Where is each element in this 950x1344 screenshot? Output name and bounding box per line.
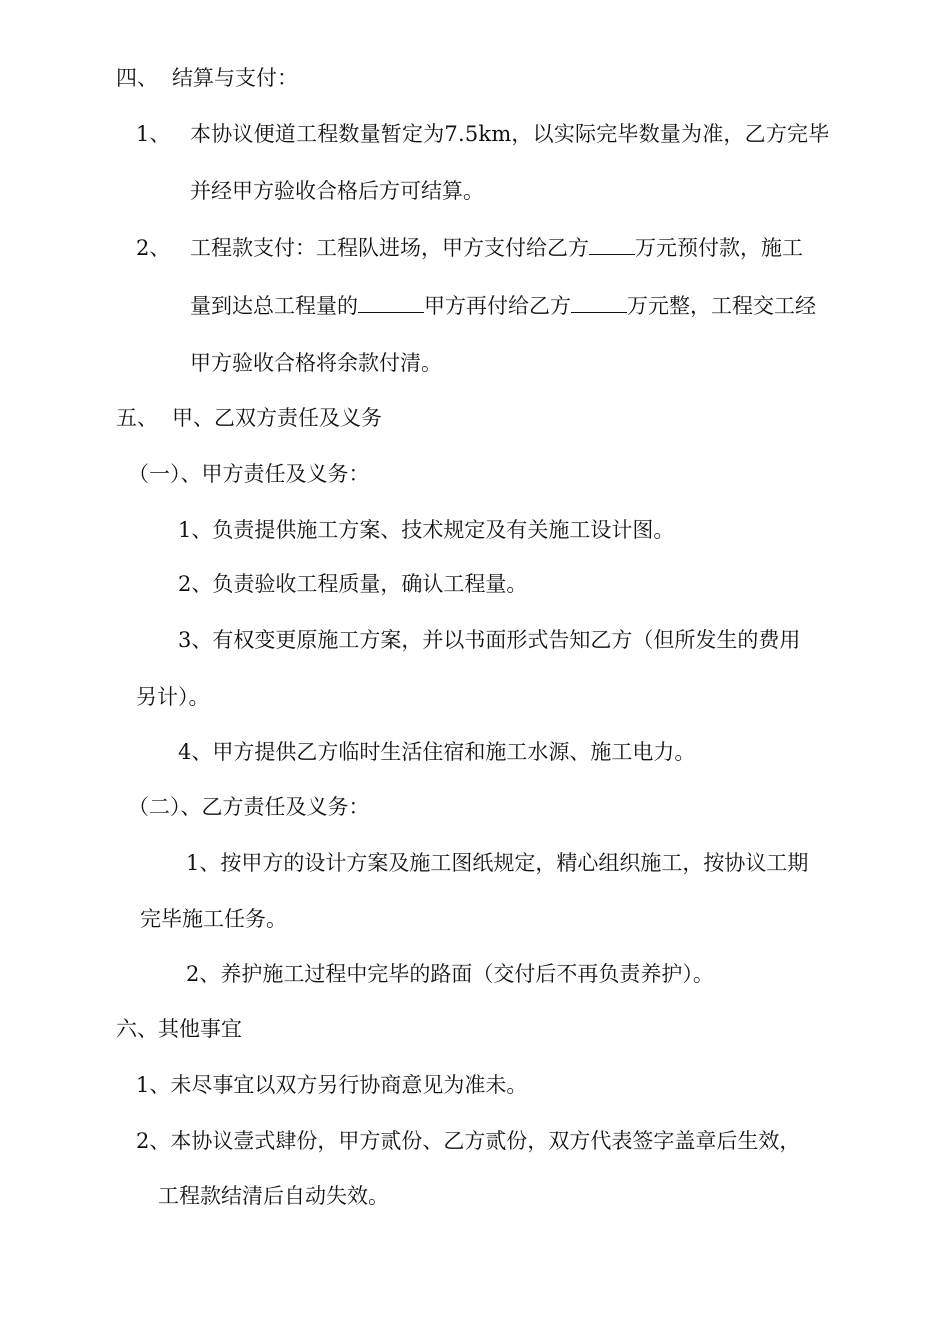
s4-item1-number: 1、	[136, 122, 171, 146]
party-a-item3-line2: 另计）。	[136, 685, 210, 709]
section-4-title: 结算与支付：	[172, 66, 298, 90]
party-a-item3-line1: 3、有权变更原施工方案，并以书面形式告知乙方（但所发生的费用	[178, 628, 801, 652]
s4-item2-number: 2、	[136, 236, 171, 260]
party-b-item1-line2: 完毕施工任务。	[140, 907, 287, 931]
section-6-item2-line1: 2、本协议壹式肆份，甲方贰份、乙方贰份，双方代表签字盖章后生效，	[136, 1129, 801, 1153]
s4-item2-line1-text-b: 万元预付款，施工	[635, 236, 803, 260]
s4-item2-line1-text-a: 工程款支付：工程队进场，甲方支付给乙方	[190, 236, 589, 260]
s4-item2-line3: 甲方验收合格将余款付清。	[190, 351, 442, 375]
party-a-item4: 4、甲方提供乙方临时生活住宿和施工水源、施工电力。	[178, 740, 696, 764]
party-a-item2: 2、负责验收工程质量，确认工程量。	[178, 572, 528, 596]
s4-item2-line2-text-a: 量到达总工程量的	[190, 294, 358, 318]
s4-item2-line1	[190, 234, 803, 262]
s4-item2-line2-text-b: 甲方再付给乙方	[424, 294, 571, 318]
party-b-item1-line1: 1、按甲方的设计方案及施工图纸规定，精心组织施工，按协议工期	[186, 851, 809, 875]
party-b-item2: 2、养护施工过程中完毕的路面（交付后不再负责养护）。	[186, 962, 714, 986]
section-4-heading	[116, 64, 298, 92]
section-6-item2-line2: 工程款结清后自动失效。	[158, 1184, 389, 1208]
blank-progress-ratio	[358, 294, 424, 313]
section-4-number: 四、	[116, 66, 158, 90]
blank-advance-amount	[589, 236, 635, 255]
blank-second-payment	[571, 294, 627, 313]
party-a-item1: 1、负责提供施工方案、技术规定及有关施工设计图。	[178, 518, 675, 542]
party-b-heading: （二）、乙方责任及义务：	[128, 795, 370, 819]
section-6-item1: 1、未尽事宜以双方另行协商意见为准未。	[136, 1073, 528, 1097]
s4-item1-line2: 并经甲方验收合格后方可结算。	[190, 179, 484, 203]
section-5-number: 五、	[116, 406, 158, 430]
section-5-title: 甲、乙双方责任及义务	[172, 406, 382, 430]
section-6-heading: 六、其他事宜	[116, 1017, 242, 1041]
section-5-heading	[116, 404, 382, 432]
s4-item1-line1: 本协议便道工程数量暂定为7.5km，以实际完毕数量为准，乙方完毕	[190, 122, 830, 146]
party-a-heading: （一）、甲方责任及义务：	[128, 462, 370, 486]
s4-item2-line2-text-c: 万元整，工程交工经	[627, 294, 816, 318]
s4-item2-line2	[190, 292, 816, 320]
